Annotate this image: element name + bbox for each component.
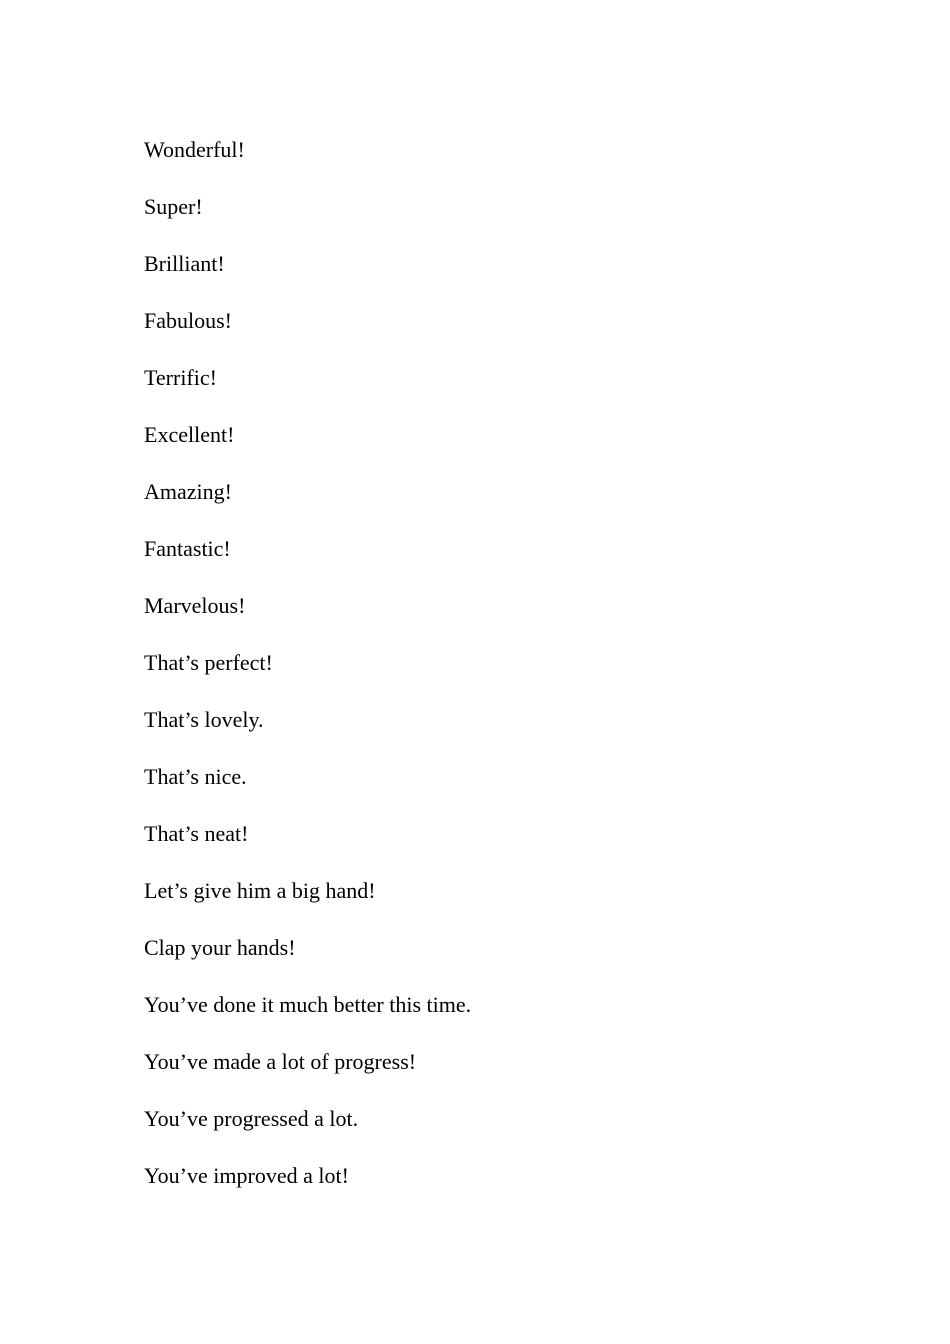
phrase-item: That’s lovely. xyxy=(144,707,264,732)
phrase-item: You’ve made a lot of progress! xyxy=(144,1049,417,1074)
phrase-item: Let’s give him a big hand! xyxy=(144,878,376,903)
phrase-item: You’ve done it much better this time. xyxy=(144,992,472,1017)
phrase-item: You’ve improved a lot! xyxy=(144,1163,349,1188)
praise-phrase-list xyxy=(144,136,844,1219)
phrase-item: Amazing! xyxy=(144,479,232,504)
phrase-item: Super! xyxy=(144,194,203,219)
phrase-item: That’s nice. xyxy=(144,764,247,789)
phrase-item: Brilliant! xyxy=(144,251,225,276)
phrase-item: That’s perfect! xyxy=(144,650,273,675)
phrase-item: Excellent! xyxy=(144,422,235,447)
phrase-item: Terrific! xyxy=(144,365,217,390)
phrase-item: Fantastic! xyxy=(144,536,231,561)
phrase-item: Marvelous! xyxy=(144,593,246,618)
phrase-item: That’s neat! xyxy=(144,821,249,846)
phrase-item: Fabulous! xyxy=(144,308,232,333)
phrase-item: Wonderful! xyxy=(144,137,245,162)
phrase-item: You’ve progressed a lot. xyxy=(144,1106,359,1131)
phrase-item: Clap your hands! xyxy=(144,935,296,960)
